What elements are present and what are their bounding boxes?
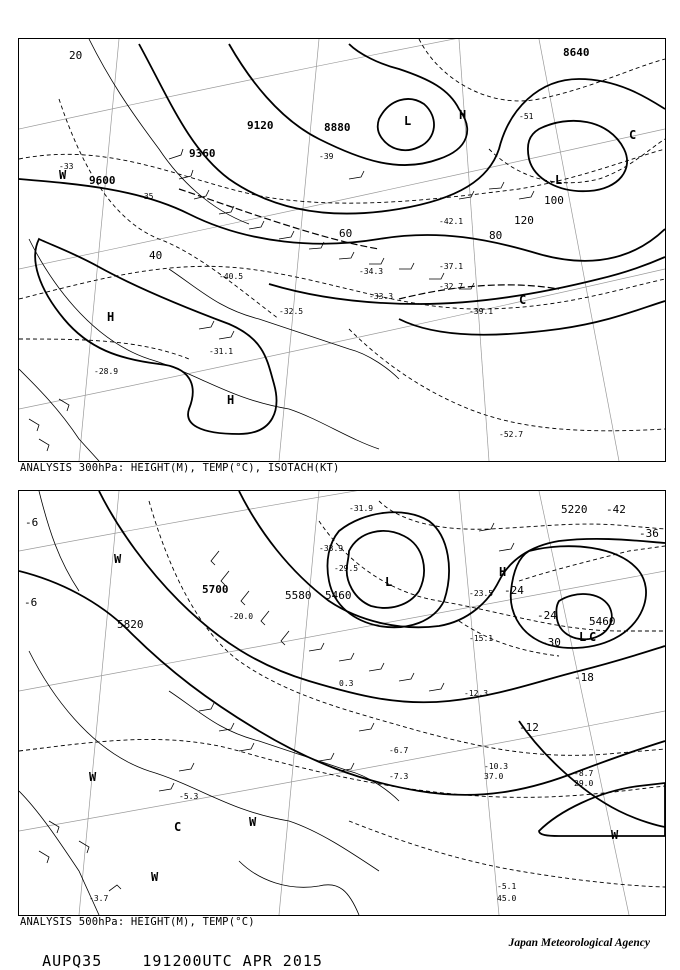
temp-label: -12 — [519, 721, 539, 734]
agency-name: Japan Meteorological Agency — [508, 937, 650, 949]
temp-label: -33.3 — [369, 292, 394, 301]
obs-label: -29.5 — [334, 564, 359, 573]
center-marker: H — [459, 108, 467, 122]
temp-label: -33 — [59, 162, 74, 171]
obs-label: -31.9 — [349, 504, 374, 513]
isotach-label: 120 — [514, 214, 534, 227]
temp-label: -42.1 — [439, 217, 464, 226]
center-marker: H — [107, 310, 115, 324]
center-marker: C — [629, 128, 637, 142]
obs-label: 45.0 — [497, 894, 517, 903]
obs-label: -33.9 — [319, 544, 344, 553]
temp-label: -30 — [541, 636, 561, 649]
center-marker: L — [555, 173, 563, 187]
center-marker: W — [249, 815, 257, 829]
height-label: 8880 — [324, 121, 351, 134]
isotach-label: 80 — [489, 229, 503, 242]
height-label: 5460 — [589, 615, 616, 628]
obs-label: -23.5 — [469, 589, 494, 598]
height-label: 5580 — [285, 589, 312, 602]
height-label: 5700 — [202, 583, 229, 596]
temp-label: -32.5 — [279, 307, 304, 316]
isotach-label: 60 — [339, 227, 353, 240]
chart-500-caption: ANALYSIS 500hPa: HEIGHT(M), TEMP(°C) — [20, 916, 255, 928]
analysis-time: 191200UTC APR 2015 — [142, 952, 323, 970]
obs-label: -5.3 — [179, 792, 199, 801]
temp-label: -40.5 — [219, 272, 244, 281]
isotach-label: 100 — [544, 194, 564, 207]
obs-label: -5.1 — [497, 882, 517, 891]
wind-barbs — [39, 523, 517, 891]
temp-label: -37.1 — [439, 262, 464, 271]
center-marker: L — [579, 630, 587, 644]
map-300hpa — [18, 38, 666, 462]
height-labels — [89, 46, 590, 187]
height-label: 9360 — [189, 147, 216, 160]
obs-label: -20.0 — [229, 612, 254, 621]
center-marker: W — [89, 770, 97, 784]
center-marker: C — [589, 630, 597, 644]
temp-label: -52.7 — [499, 430, 524, 439]
center-marker: L — [404, 114, 412, 128]
center-marker: C — [519, 293, 527, 307]
center-marker: H — [227, 393, 235, 407]
height-label: 5220 — [561, 503, 588, 516]
map-300hpa-canvas — [19, 39, 665, 461]
height-contours — [19, 491, 665, 836]
isotach-label: 40 — [149, 249, 163, 262]
isotach-label: 20 — [69, 49, 83, 62]
temp-label: -36 — [639, 527, 659, 540]
temp-label: -24 — [504, 584, 524, 597]
height-label: 5820 — [117, 618, 144, 631]
temp-label: -39.1 — [469, 307, 494, 316]
height-label: 8640 — [563, 46, 590, 59]
isotach-labels — [69, 49, 564, 262]
temp-label: -34.3 — [359, 267, 384, 276]
graticule — [19, 39, 665, 461]
obs-label: -10.3 — [484, 762, 509, 771]
temp-label: -6 — [25, 516, 39, 529]
temp-label: -6 — [24, 596, 38, 609]
height-label: 5460 — [325, 589, 352, 602]
temp-label: -18 — [574, 671, 594, 684]
chart-300-caption: ANALYSIS 300hPa: HEIGHT(M), TEMP(°C), ISOTACH(KT) — [20, 462, 340, 474]
center-marker: W — [151, 870, 159, 884]
height-label: 9600 — [89, 174, 116, 187]
temp-label: -35 — [139, 192, 154, 201]
temp-label: -42 — [606, 503, 626, 516]
obs-label: -6.7 — [389, 746, 409, 755]
temp-label: -24 — [537, 609, 557, 622]
center-marker: W — [611, 828, 619, 842]
obs-label: -8.7 — [574, 769, 594, 778]
temp-label: -39 — [319, 152, 334, 161]
chart-code — [22, 934, 323, 970]
map-500hpa-canvas — [19, 491, 665, 915]
obs-label: -7.3 — [389, 772, 409, 781]
center-marker: W — [114, 552, 122, 566]
coastline — [19, 491, 399, 915]
temp-label: -28.9 — [94, 367, 119, 376]
coastline — [19, 39, 399, 461]
obs-label: 37.0 — [484, 772, 504, 781]
center-marker: H — [499, 565, 507, 579]
height-label: 9120 — [247, 119, 274, 132]
obs-label: -15.1 — [469, 634, 494, 643]
obs-label: 29.0 — [574, 779, 594, 788]
center-marker: L — [385, 575, 393, 589]
map-500hpa — [18, 490, 666, 916]
center-marker: W — [59, 168, 67, 182]
chart-id: AUPQ35 — [42, 952, 103, 970]
temp-label: -51 — [519, 112, 534, 121]
obs-label: -12.3 — [464, 689, 489, 698]
pressure-centers — [89, 552, 619, 884]
temp-label: -31.1 — [209, 347, 234, 356]
center-marker: C — [174, 820, 182, 834]
temp-label: -32.7 — [439, 282, 464, 291]
obs-label: 0.3 — [339, 679, 354, 688]
obs-label: -3.7 — [89, 894, 109, 903]
